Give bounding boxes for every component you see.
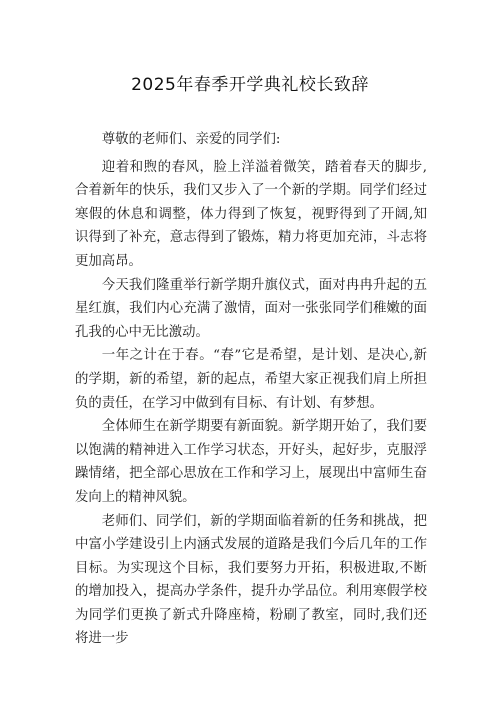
greeting-line: 尊敬的老师们、亲爱的同学们:: [101, 132, 281, 147]
paragraph: 今天我们隆重举行新学期升旗仪式，面对冉冉升起的五星红旗，我们内心充满了激情，面对一张张同学们稚嫩的面孔我的心中无比激动。: [75, 277, 427, 340]
paragraph: 全体师生在新学期要有新面貌。新学期开始了，我们要以饱满的精神进入工作学习状态，开好头，起好步，克服浮躁情绪，把全部心思放在工作和学习上，展现出中富师生奋发向上的精神风貌。: [75, 419, 427, 505]
paragraph: 老师们、同学们，新的学期面临着新的任务和挑战，把中富小学建设引上内涵式发展的道路是我们今后几年的工作目标。为实现这个目标，我们要努力开拓，积极进取,不断的增加投入，提高办学条件，提升办学品位。利用寒假学校为同学们更换了新式升降座椅，粉刷了教室，同时,我们还将进一步: [75, 513, 427, 647]
paragraph: 一年之计在于春。“春”它是希望，是计划、是决心,新的学期，新的希望，新的起点，希望大家正视我们肩上所担负的责任，在学习中做到有目标、有计划、有梦想。: [75, 348, 427, 411]
document-body: [75, 128, 427, 651]
document-title: 2025年春季开学典礼校长致辞: [131, 75, 369, 95]
paragraph: 迎着和煦的春风，脸上洋溢着微笑，踏着春天的脚步,合着新年的快乐，我们又步入了一个新的学期。同学们经过寒假的休息和调整，体力得到了恢复，视野得到了开阔,知识得到了补充，意志得到了锻炼，精力将更加充沛，斗志将更加高昂。: [75, 159, 427, 269]
